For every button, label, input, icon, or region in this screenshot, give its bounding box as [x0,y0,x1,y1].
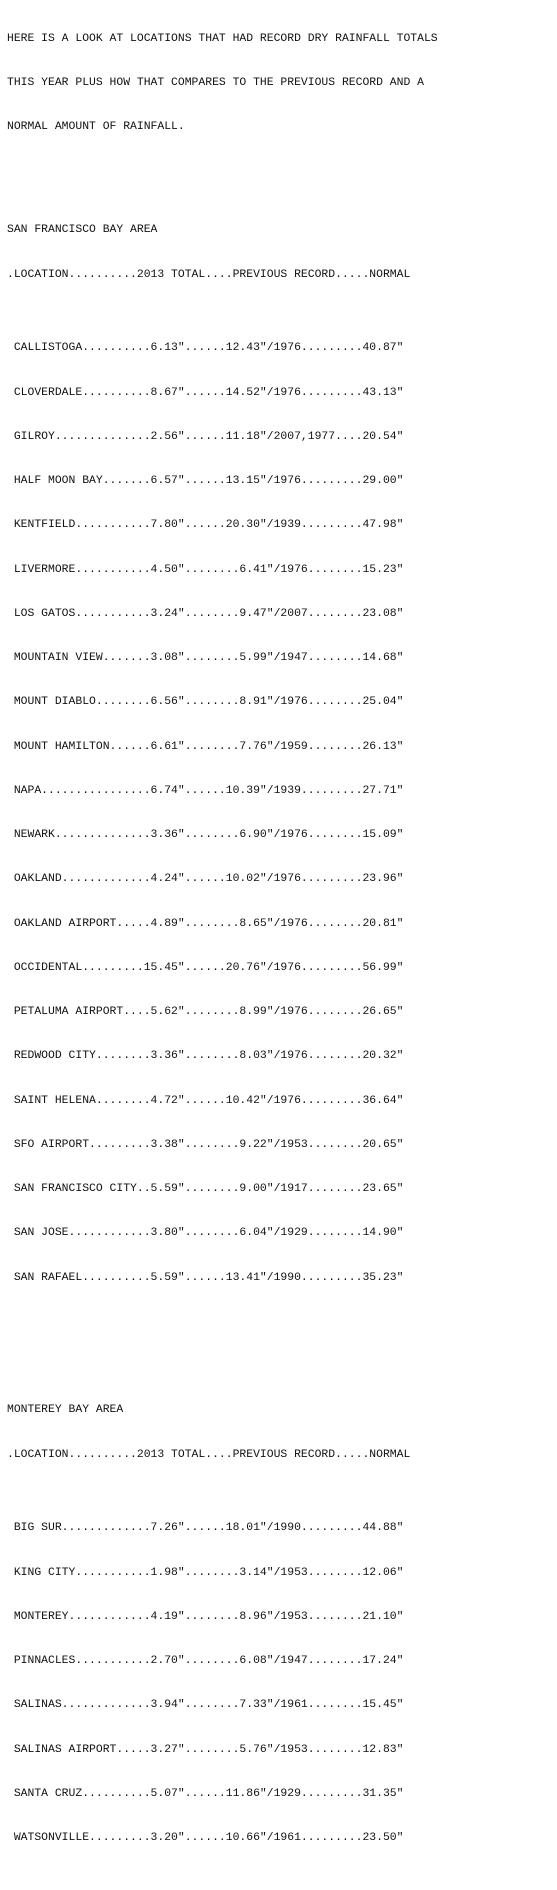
table-row: SAN FRANCISCO CITY..5.59"........9.00"/1917........23.65" [7,1183,404,1195]
table-row: NAPA................6.74"......10.39"/1939.........27.71" [7,784,404,797]
intro-line-2: THIS YEAR PLUS HOW THAT COMPARES TO THE PREVIOUS RECORD AND A [7,76,424,89]
table-row: CLOVERDALE..........8.67"......14.52"/1976.........43.13" [7,386,404,399]
table-row: SFO AIRPORT.........3.38"........9.22"/1953........20.65" [7,1138,404,1151]
table-header-monterey-bay: .LOCATION..........2013 TOTAL....PREVIOUS RECORD.....NORMAL [7,1448,411,1461]
table-row: NEWARK..............3.36"........6.90"/1976........15.09" [7,829,404,841]
table-row: SANTA CRUZ..........5.07"......11.86"/1929.........31.35" [7,1787,404,1800]
section-title-sf-bay: SAN FRANCISCO BAY AREA [7,224,158,237]
rainfall-report-text [7,2,438,1890]
table-row: SAN RAFAEL..........5.59"......13.41"/1990.........35.23" [7,1271,404,1284]
table-row: LOS GATOS...........3.24"........9.47"/2007........23.08" [7,607,404,620]
table-row: OAKLAND AIRPORT.....4.89"........8.65"/1976........20.81" [7,917,404,930]
table-row: SAN JOSE............3.80"........6.04"/1929........14.90" [7,1227,404,1240]
table-row: KING CITY...........1.98"........3.14"/1953........12.06" [7,1566,404,1579]
table-row: SALINAS.............3.94"........7.33"/1961........15.45" [7,1699,404,1712]
table-row: MOUNTAIN VIEW.......3.08"........5.99"/1947........14.68" [7,652,404,664]
table-row: LIVERMORE...........4.50"........6.41"/1976........15.23" [7,563,404,576]
table-row: WATSONVILLE.........3.20"......10.66"/1961.........23.50" [7,1832,404,1844]
table-row: MONTEREY............4.19"........8.96"/1953........21.10" [7,1610,404,1623]
table-row: PINNACLES...........2.70"........6.08"/1947........17.24" [7,1655,404,1667]
table-row: BIG SUR.............7.26"......18.01"/1990.........44.88" [7,1522,404,1535]
table-row: GILROY..............2.56"......11.18"/2007,1977....20.54" [7,430,404,443]
intro-line-3: NORMAL AMOUNT OF RAINFALL. [7,121,185,133]
table-row: KENTFIELD...........7.80"......20.30"/1939.........47.98" [7,519,404,532]
table-row: OCCIDENTAL.........15.45"......20.76"/1976.........56.99" [7,961,404,974]
table-row: HALF MOON BAY.......6.57"......13.15"/1976.........29.00" [7,475,404,487]
table-header-sf-bay: .LOCATION..........2013 TOTAL....PREVIOUS RECORD.....NORMAL [7,268,411,281]
section-title-monterey-bay: MONTEREY BAY AREA [7,1404,124,1417]
table-row: SAINT HELENA........4.72"......10.42"/1976.........36.64" [7,1094,404,1107]
table-row: CALLISTOGA..........6.13"......12.43"/1976.........40.87" [7,342,404,355]
table-rows-monterey-bay [7,1492,438,1876]
table-row: MOUNT DIABLO........6.56"........8.91"/1976........25.04" [7,696,404,709]
table-row: SALINAS AIRPORT.....3.27"........5.76"/1953........12.83" [7,1743,404,1756]
table-rows-sf-bay [7,312,438,1315]
spacer [7,164,438,179]
table-row: REDWOOD CITY........3.36"........8.03"/1976........20.32" [7,1050,404,1063]
table-row: PETALUMA AIRPORT....5.62"........8.99"/1976........26.65" [7,1006,404,1018]
intro-line-1: HERE IS A LOOK AT LOCATIONS THAT HAD RECORD DRY RAINFALL TOTALS [7,32,438,45]
table-row: MOUNT HAMILTON......6.61"........7.76"/1959........26.13" [7,740,404,753]
table-row: OAKLAND.............4.24"......10.02"/1976.........23.96" [7,873,404,886]
spacer [7,1344,438,1359]
